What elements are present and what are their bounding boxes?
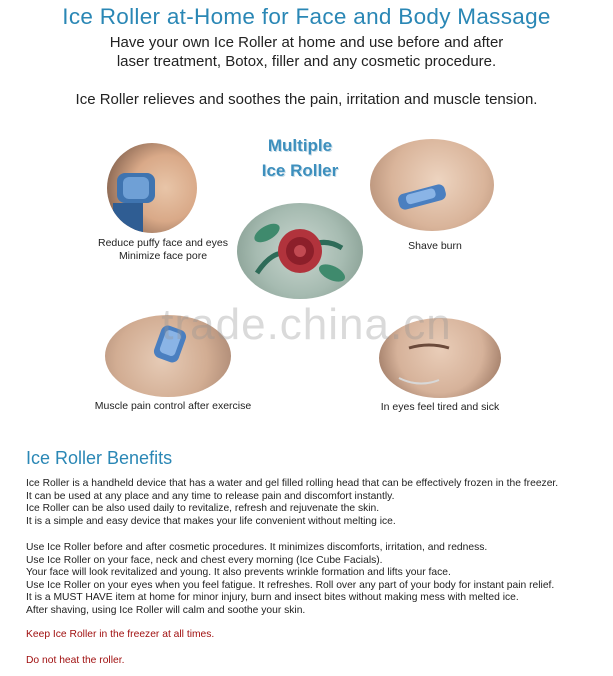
paragraph-line: It is a MUST HAVE item at home for minor injury, burn and insect bites without making mess with melted ice. <box>26 592 519 604</box>
paragraph-line: Ice Roller can be also used daily to revitalize, refresh and rejuvenate the skin. <box>26 503 380 515</box>
caption-muscle-pain: Muscle pain control after exercise <box>94 400 252 412</box>
photo-shave-burn <box>370 139 494 231</box>
warning-freezer: Keep Ice Roller in the freezer at all times. <box>26 629 215 640</box>
tagline: Ice Roller relieves and soothes the pain, irritation and muscle tension. <box>75 91 538 108</box>
label-line-1: Multiple <box>267 136 333 155</box>
paragraph-line: Ice Roller is a handheld device that has a water and gel filled rolling head that can be effectively frozen in the freezer. <box>26 478 559 489</box>
paragraph-line: Your face will look revitalized and young. It also prevents wrinkle formation and lifts your face. <box>26 567 451 579</box>
ice-roller-illustration <box>370 139 494 231</box>
label-line-2: Ice Roller <box>261 161 339 180</box>
caption-face: Reduce puffy face and eyes Minimize face pore <box>98 237 228 262</box>
benefits-paragraph-2 <box>26 542 554 618</box>
subtitle-line-2: laser treatment, Botox, filler and any cosmetic procedure. <box>116 53 497 70</box>
paragraph-line: It is a simple and easy device that makes your life convenient without melting ice. <box>26 515 396 527</box>
paragraph-line: It can be used at any place and any time to release pain and discomfort instantly. <box>26 490 395 502</box>
paragraph-line: After shaving, using Ice Roller will calm and soothe your skin. <box>26 604 306 616</box>
caption-shave-burn: Shave burn <box>408 240 462 252</box>
paragraph-line: Use Ice Roller on your eyes when you feel fatigue. It refreshes. Roll over any part of your body for instant pain relief. <box>26 579 555 591</box>
page-title: Ice Roller at-Home for Face and Body Massage <box>62 4 551 29</box>
watermark: trade.china.cn <box>161 300 452 349</box>
benefits-paragraph-1 <box>26 478 558 528</box>
ice-roller-illustration <box>107 143 197 233</box>
paragraph-line: Use Ice Roller on your face, neck and chest every morning (Ice Cube Facials). <box>26 554 383 566</box>
multiple-ice-roller-label <box>250 133 350 183</box>
photo-face-roller <box>107 143 197 233</box>
paragraph-line: Use Ice Roller before and after cosmetic procedures. It minimizes discomforts, irritation, and redness. <box>26 542 488 553</box>
caption-tired-eyes: In eyes feel tired and sick <box>380 401 500 413</box>
rose-tattoo-illustration <box>237 203 363 299</box>
warning-no-heat: Do not heat the roller. <box>26 655 125 666</box>
benefits-heading: Ice Roller Benefits <box>26 448 173 468</box>
photo-tattoo-rose <box>237 203 363 299</box>
subtitle-line-1: Have your own Ice Roller at home and use before and after <box>109 34 504 51</box>
